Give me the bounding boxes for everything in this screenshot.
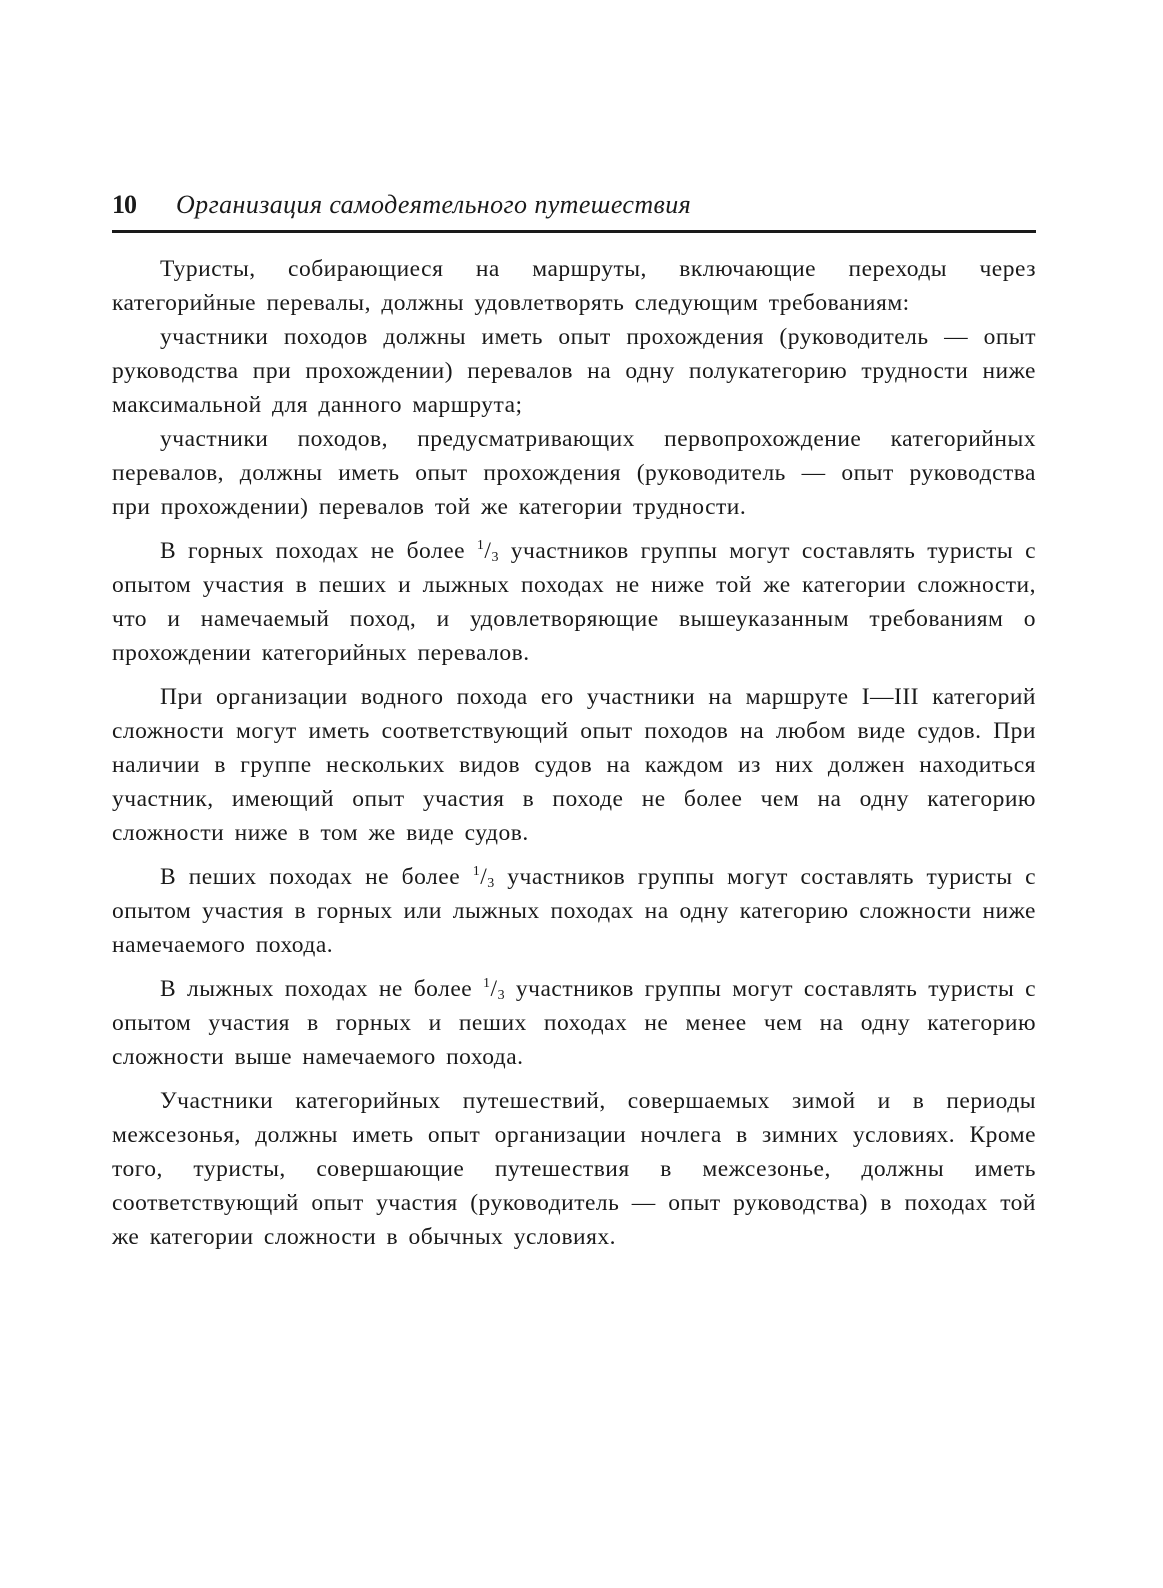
fraction-denominator: 3	[497, 988, 506, 1003]
paragraph-water-hikes: При организации водного похода его участники на маршруте I—III категорий сложности могут иметь соответствующий опыт походов на любом виде судов. При наличии в группе нескольких видов судов на каждом из них должен находиться участник, имеющий опыт участия в походе не более чем на одну категорию сложности ниже в том же виде судов.	[112, 684, 1036, 846]
paragraph-mountain-hikes: В горных походах не более $^1/_3$ участников группы могут составлять туристы с опытом участия в пеших и лыжных походах не ниже той же категории сложности, что и намечаемый поход, и удовлетворяющие вышеуказанным требованиям о прохождении категорийных перевалов.	[112, 538, 1037, 666]
paragraph-text-end: участников группы могут составлять туристы с опытом участия в горных и пеших походах не менее чем на одну категорию сложности выше намечаемого похода.	[112, 976, 1037, 1070]
fraction-numerator: 1	[483, 976, 491, 991]
paragraph-foot-hikes: В пеших походах не более $^1/_3$ участников группы могут составлять туристы с опытом участия в горных или лыжных походах на одну категорию сложности ниже намечаемого похода.	[112, 864, 1037, 958]
running-header	[112, 186, 1036, 233]
paragraph-text-start: В лыжных походах не более	[160, 976, 484, 1002]
fraction-numerator: 1	[476, 538, 485, 553]
fraction-denominator: 3	[491, 550, 499, 565]
fraction-numerator: 1	[472, 864, 481, 879]
fraction-denominator: 3	[487, 876, 495, 891]
paragraph-text-start: В пеших походах не более	[160, 864, 473, 890]
running-title: Организация самодеятельного путешествия	[176, 190, 692, 219]
paragraph-text-start: В горных походах не более	[160, 538, 477, 564]
paragraph-requirement-2: участники походов, предусматривающих первопрохождение категорийных перевалов, должны иметь опыт прохождения (руководитель — опыт руководства при прохождении) перевалов той же категории трудности.	[112, 426, 1036, 520]
paragraph-intro: Туристы, собирающиеся на маршруты, включающие переходы через категорийные перевалы, должны удовлетворять следующим требованиям:	[112, 256, 1036, 316]
body-text	[112, 252, 1036, 1254]
paragraph-text-end: участников группы могут составлять туристы с опытом участия в пеших и лыжных походах не ниже той же категории сложности, что и намечаемый поход, и удовлетворяющие вышеуказанным требованиям о прохождении категорийных перевалов.	[112, 538, 1037, 666]
paragraph-ski-hikes: В лыжных походах не более $^1/_3$ участников группы могут составлять туристы с опытом участия в горных и пеших походах не менее чем на одну категорию сложности выше намечаемого похода.	[112, 976, 1037, 1070]
paragraph-requirement-1: участники походов должны иметь опыт прохождения (руководитель — опыт руководства при прохождении) перевалов на одну полукатегорию трудности ниже максимальной для данного маршрута;	[112, 324, 1036, 418]
paragraph-winter-trips: Участники категорийных путешествий, совершаемых зимой и в периоды межсезонья, должны иметь опыт организации ночлега в зимних условиях. Кроме того, туристы, совершающие путешествия в межсезонье, должны иметь соответствующий опыт участия (руководитель — опыт руководства) в походах той же категории сложности в обычных условиях.	[112, 1088, 1036, 1250]
paragraph-text-end: участников группы могут составлять туристы с опытом участия в горных или лыжных походах на одну категорию сложности ниже намечаемого похода.	[112, 864, 1037, 958]
page-number: 10	[112, 190, 136, 219]
